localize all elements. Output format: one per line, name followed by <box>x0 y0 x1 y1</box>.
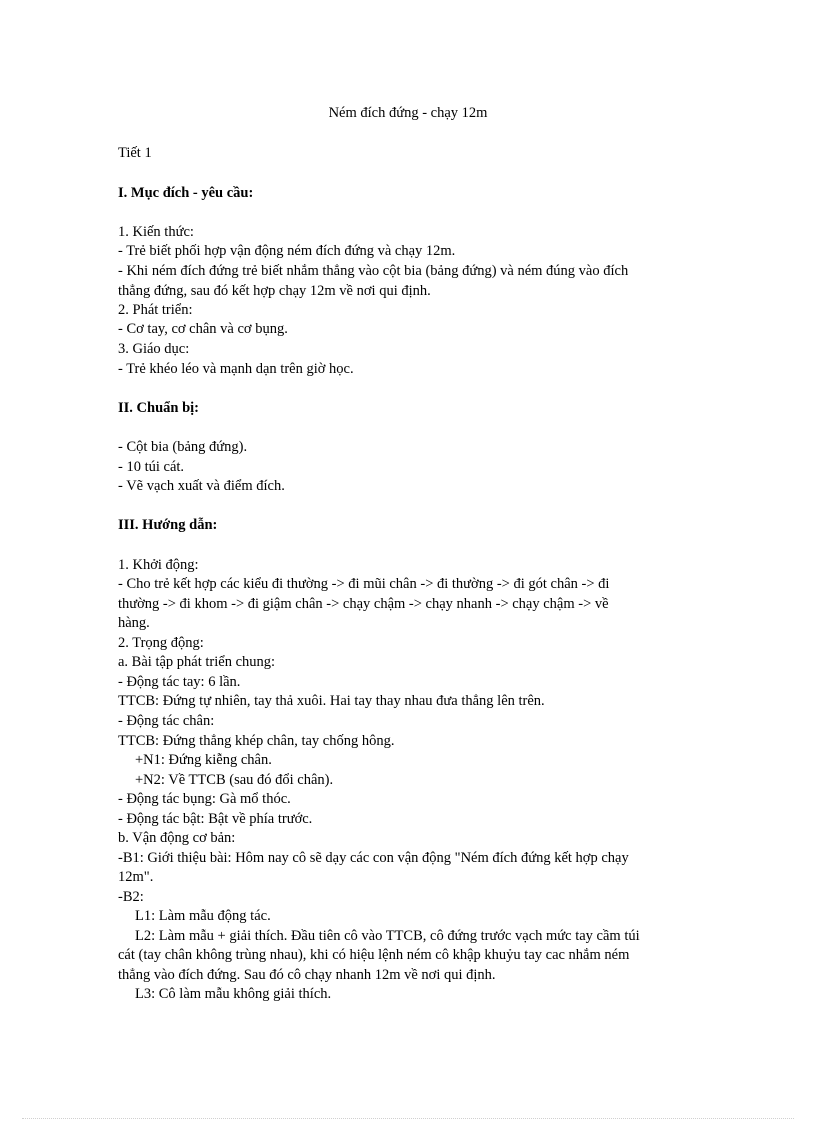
text-line: TTCB: Đứng tự nhiên, tay thả xuôi. Hai tay thay nhau đưa thẳng lên trên. <box>118 693 545 709</box>
text-line: - Trẻ biết phối hợp vận động ném đích đứng và chạy 12m. <box>118 243 456 259</box>
text-line: +N1: Đứng kiễng chân. <box>135 752 272 768</box>
text-line: 1. Kiến thức: <box>118 224 194 240</box>
text-line: hàng. <box>118 615 150 631</box>
text-line: L2: Làm mẫu + giải thích. Đầu tiên cô vào TTCB, cô đứng trước vạch mức tay cầm túi <box>135 928 640 944</box>
document-title: Ném đích đứng - chạy 12m <box>328 105 488 121</box>
text-line: - 10 túi cát. <box>118 459 185 475</box>
text-line: - Cột bia (bảng đứng). <box>118 439 248 455</box>
text-line: - Động tác tay: 6 lần. <box>118 674 241 690</box>
text-line: 3. Giáo dục: <box>118 341 190 357</box>
text-line: - Cho trẻ kết hợp các kiểu đi thường -> đi mũi chân -> đi thường -> đi gót chân -> đi <box>118 576 610 592</box>
text-line: - Cơ tay, cơ chân và cơ bụng. <box>118 321 288 337</box>
text-line: TTCB: Đứng thẳng khép chân, tay chống hông. <box>118 733 395 749</box>
text-line: thường -> đi khom -> đi giậm chân -> chạy chậm -> chạy nhanh -> chạy chậm -> về <box>118 596 609 612</box>
text-line: -B1: Giới thiệu bài: Hôm nay cô sẽ dạy các con vận động "Ném đích đứng kết hợp chạy <box>118 850 629 866</box>
section-heading-objectives: I. Mục đích - yêu cầu: <box>118 185 254 201</box>
text-line: - Trẻ khéo léo và mạnh dạn trên giờ học. <box>118 361 354 377</box>
text-line: - Khi ném đích đứng trẻ biết nhắm thẳng vào cột bia (bảng đứng) và ném đúng vào đích <box>118 263 629 279</box>
text-line: 2. Phát triển: <box>118 302 193 318</box>
text-line: -B2: <box>118 889 144 905</box>
text-line: +N2: Về TTCB (sau đó đổi chân). <box>135 772 334 788</box>
page-bottom-divider <box>22 1118 794 1119</box>
lesson-label: Tiết 1 <box>118 145 152 161</box>
text-line: cát (tay chân không trùng nhau), khi có hiệu lệnh ném cô khập khuỷu tay cac nhắm ném <box>118 947 630 963</box>
text-line: b. Vận động cơ bản: <box>118 830 236 846</box>
text-line: 1. Khởi động: <box>118 557 199 573</box>
section-heading-guidance: III. Hướng dẫn: <box>118 517 218 533</box>
text-line: L3: Cô làm mẫu không giải thích. <box>135 986 332 1002</box>
text-line: thẳng đứng, sau đó kết hợp chạy 12m về nơi qui định. <box>118 283 431 299</box>
text-line: L1: Làm mẫu động tác. <box>135 908 271 924</box>
text-line: a. Bài tập phát triển chung: <box>118 654 276 670</box>
text-line: 12m". <box>118 869 154 885</box>
section-heading-preparation: II. Chuẩn bị: <box>118 400 199 416</box>
text-line: - Động tác chân: <box>118 713 215 729</box>
text-line: thẳng vào đích đứng. Sau đó cô chạy nhanh 12m về nơi qui định. <box>118 967 496 983</box>
text-line: 2. Trọng động: <box>118 635 204 651</box>
text-line: - Động tác bụng: Gà mổ thóc. <box>118 791 291 807</box>
text-line: - Vẽ vạch xuất và điểm đích. <box>118 478 285 494</box>
text-line: - Động tác bật: Bật về phía trước. <box>118 811 313 827</box>
